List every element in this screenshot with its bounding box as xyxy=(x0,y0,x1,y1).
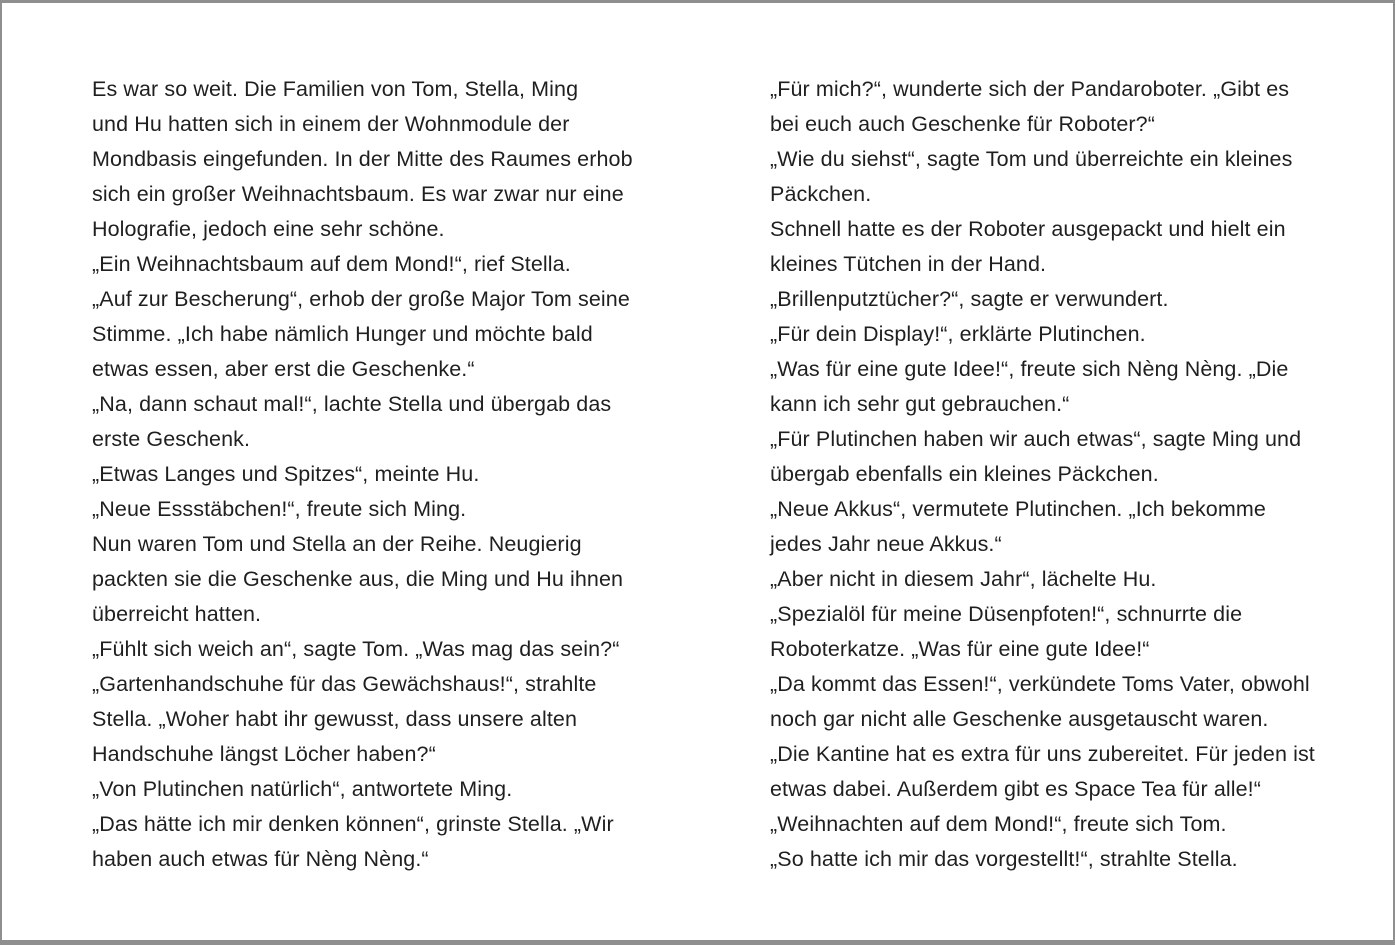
text-line: kann ich sehr gut gebrauchen.“ xyxy=(770,392,1070,416)
text-line: Stella. „Woher habt ihr gewusst, dass unsere alten xyxy=(92,707,578,731)
text-line: „Für mich?“, wunderte sich der Pandaroboter. „Gibt es xyxy=(770,77,1290,101)
text-line: „Das hätte ich mir denken können“, grinste Stella. „Wir xyxy=(92,812,614,836)
text-line: „So hatte ich mir das vorgestellt!“, strahlte Stella. xyxy=(770,847,1238,871)
text-line: „Ein Weihnachtsbaum auf dem Mond!“, rief Stella. xyxy=(92,252,571,276)
text-line: „Von Plutinchen natürlich“, antwortete Ming. xyxy=(92,777,513,801)
text-line: etwas dabei. Außerdem gibt es Space Tea für alle!“ xyxy=(770,777,1262,801)
right-text-column xyxy=(770,72,1330,877)
text-line: „Etwas Langes und Spitzes“, meinte Hu. xyxy=(92,462,480,486)
text-line: „Fühlt sich weich an“, sagte Tom. „Was mag das sein?“ xyxy=(92,637,620,661)
text-line: und Hu hatten sich in einem der Wohnmodule der xyxy=(92,112,570,136)
text-line: jedes Jahr neue Akkus.“ xyxy=(770,532,1002,556)
left-text-column xyxy=(92,72,652,877)
text-line: „Wie du siehst“, sagte Tom und überreichte ein kleines xyxy=(770,147,1293,171)
text-line: „Spezialöl für meine Düsenpfoten!“, schnurrte die xyxy=(770,602,1243,626)
text-line: übergab ebenfalls ein kleines Päckchen. xyxy=(770,462,1159,486)
text-line: Holografie, jedoch eine sehr schöne. xyxy=(92,217,445,241)
text-line: „Brillenputztücher?“, sagte er verwundert. xyxy=(770,287,1169,311)
text-line: packten sie die Geschenke aus, die Ming und Hu ihnen xyxy=(92,567,624,591)
text-line: etwas essen, aber erst die Geschenke.“ xyxy=(92,357,475,381)
text-line: Handschuhe längst Löcher haben?“ xyxy=(92,742,436,766)
text-line: „Na, dann schaut mal!“, lachte Stella und übergab das xyxy=(92,392,612,416)
text-line: „Da kommt das Essen!“, verkündete Toms Vater, obwohl xyxy=(770,672,1310,696)
text-line: „Was für eine gute Idee!“, freute sich Nèng Nèng. „Die xyxy=(770,357,1289,381)
text-line: „Die Kantine hat es extra für uns zubereitet. Für jeden ist xyxy=(770,742,1315,766)
text-line: haben auch etwas für Nèng Nèng.“ xyxy=(92,847,429,871)
text-line: „Gartenhandschuhe für das Gewächshaus!“, strahlte xyxy=(92,672,597,696)
text-line: Nun waren Tom und Stella an der Reihe. Neugierig xyxy=(92,532,582,556)
text-line: „Für dein Display!“, erklärte Plutinchen. xyxy=(770,322,1146,346)
text-line: Es war so weit. Die Familien von Tom, Stella, Ming xyxy=(92,77,579,101)
text-line: „Auf zur Bescherung“, erhob der große Major Tom seine xyxy=(92,287,630,311)
text-line: „Aber nicht in diesem Jahr“, lächelte Hu. xyxy=(770,567,1157,591)
text-line: Schnell hatte es der Roboter ausgepackt und hielt ein xyxy=(770,217,1286,241)
text-line: Roboterkatze. „Was für eine gute Idee!“ xyxy=(770,637,1150,661)
text-line: bei euch auch Geschenke für Roboter?“ xyxy=(770,112,1155,136)
text-line: „Neue Essstäbchen!“, freute sich Ming. xyxy=(92,497,467,521)
text-line: noch gar nicht alle Geschenke ausgetauscht waren. xyxy=(770,707,1269,731)
text-line: erste Geschenk. xyxy=(92,427,251,451)
text-line: Mondbasis eingefunden. In der Mitte des Raumes erhob xyxy=(92,147,633,171)
text-line: „Neue Akkus“, vermutete Plutinchen. „Ich bekomme xyxy=(770,497,1266,521)
text-line: „Für Plutinchen haben wir auch etwas“, sagte Ming und xyxy=(770,427,1302,451)
text-line: Päckchen. xyxy=(770,182,872,206)
text-line: kleines Tütchen in der Hand. xyxy=(770,252,1047,276)
text-line: sich ein großer Weihnachtsbaum. Es war zwar nur eine xyxy=(92,182,624,206)
text-line: „Weihnachten auf dem Mond!“, freute sich Tom. xyxy=(770,812,1227,836)
text-line: überreicht hatten. xyxy=(92,602,262,626)
text-line: Stimme. „Ich habe nämlich Hunger und möchte bald xyxy=(92,322,593,346)
